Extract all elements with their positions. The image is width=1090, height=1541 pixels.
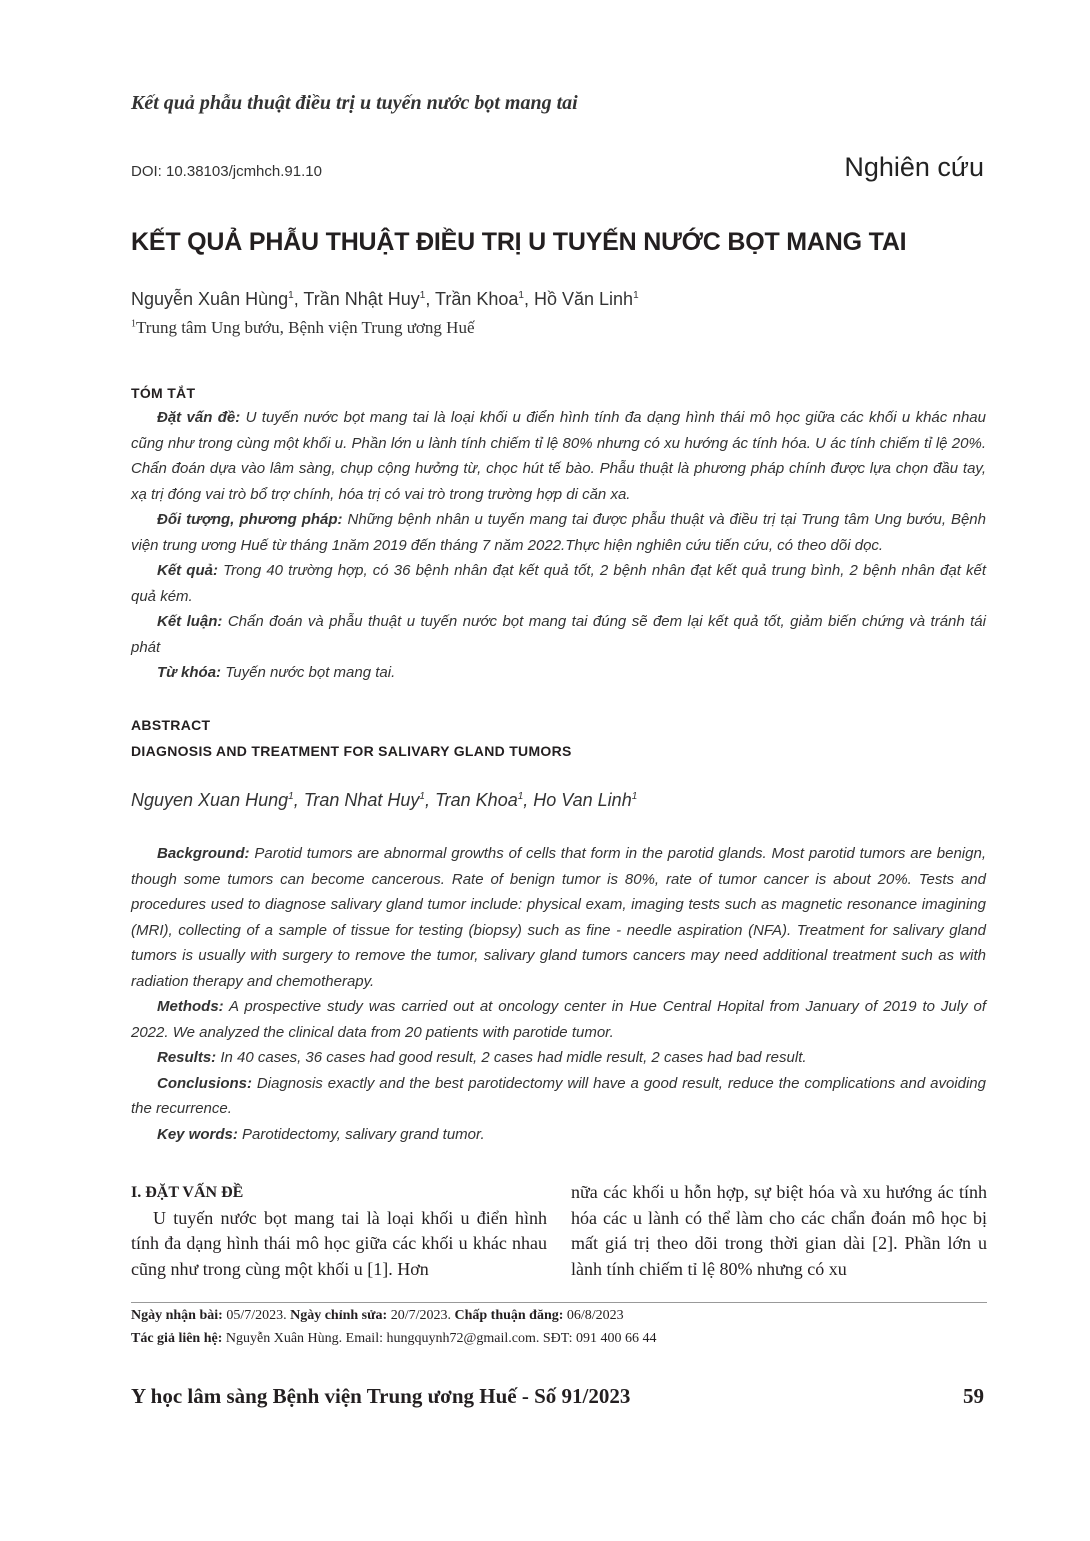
journal-footer: Y học lâm sàng Bệnh viện Trung ương Huế - Số 91/2023: [131, 1384, 631, 1408]
body-paragraph: U tuyến nước bọt mang tai là loại khối u điển hình tính đa dạng hình thái mô học giữa các khối u khác nhau cũng như trong cùng một khối u [1]. Hơn: [131, 1207, 547, 1279]
abstract-title: DIAGNOSIS AND TREATMENT FOR SALIVARY GLAND TUMORS: [131, 743, 572, 759]
section-label: Nghiên cứu: [844, 152, 984, 182]
abstract-paragraph: Results: In 40 cases, 36 cases had good result, 2 cases had midle result, 2 cases had bad result.: [157, 1049, 807, 1066]
body-column-right: [571, 1180, 987, 1282]
dates-footnote: Ngày nhận bài: 05/7/2023. Ngày chỉnh sửa: 20/7/2023. Chấp thuận đăng: 06/8/2023: [131, 1308, 624, 1323]
abstract-body: [131, 841, 986, 1147]
abstract-paragraph: Methods: A prospective study was carried out at oncology center in Hue Central Hopital from January of 2019 to July of 2022. We analyzed the clinical data from 20 patients with parotide tumor.: [131, 998, 986, 1041]
footnote-divider: [131, 1302, 987, 1303]
doi: DOI: 10.38103/jcmhch.91.10: [131, 163, 322, 180]
tom-tat-body: [131, 405, 986, 686]
authors: Nguyễn Xuân Hùng$^1$, Trần Nhật Huy$^1$, Trần Khoa$^1$, Hồ Văn Linh$^1$: [131, 289, 639, 309]
keywords-en: Key words: Parotidectomy, salivary grand tumor.: [157, 1125, 485, 1143]
tom-tat-paragraph: Kết luận: Chẩn đoán và phẫu thuật u tuyến nước bọt mang tai đúng sẽ đem lại kết quả tốt, giảm biến chứng và tránh tái phát: [131, 613, 986, 656]
running-header: Kết quả phẫu thuật điều trị u tuyến nước bọt mang tai: [131, 92, 578, 114]
paper-title: KẾT QUẢ PHẪU THUẬT ĐIỀU TRỊ U TUYẾN NƯỚC BỌT MANG TAI: [131, 228, 907, 256]
author-name: Nguyễn Xuân Hùng: [131, 289, 289, 309]
tom-tat-heading: TÓM TẮT: [131, 385, 196, 401]
keywords-vi: Từ khóa: Tuyến nước bọt mang tai.: [157, 664, 396, 681]
author-name: Trần Khoa: [435, 289, 519, 309]
tom-tat-paragraph: Đối tượng, phương pháp: Những bệnh nhân u tuyến mang tai được phẫu thuật và điều trị tại Trung tâm Ung bướu, Bệnh viện trung ương Huế từ tháng 1năm 2019 đến tháng 7 năm 2022.Thực hiện nghiên cứu tiến cứu, có theo dõi dọc.: [131, 511, 986, 554]
abstract-heading: ABSTRACT: [131, 717, 211, 733]
affiliation: $^1$Trung tâm Ung bướu, Bệnh viện Trung ương Huế: [131, 318, 475, 337]
contact-footnote: Tác giả liên hệ: Nguyễn Xuân Hùng. Email: hungquynh72@gmail.com. SĐT: 091 400 66 44: [131, 1331, 657, 1346]
abstract-paragraph: Conclusions: Diagnosis exactly and the best parotidectomy will have a good result, reduce the complications and avoiding the recurrence.: [131, 1074, 986, 1117]
author-name: Hồ Văn Linh: [533, 289, 634, 309]
tom-tat-paragraph: Đặt vấn đề: U tuyến nước bọt mang tai là loại khối u điển hình tính đa dạng hình thái mô học giữa các khối u khác nhau cũng như trong cùng một khối u. Phần lớn u lành tính chiếm tỉ lệ 80% nhưng có xu hướng ác tính hóa. U ác tính chiếm tỉ lệ 20%. Chẩn đoán dựa vào lâm sàng, chụp cộng hưởng từ, chọc hút tế bào. Phẫu thuật là phương pháp chính được lựa chọn đầu tay, xạ trị đóng vai trò bổ trợ chính, hóa trị có vai trò trong trường hợp di căn xa.: [131, 409, 986, 503]
body-column-left: [131, 1180, 547, 1282]
tom-tat-paragraph: Kết quả: Trong 40 trường hợp, có 36 bệnh nhân đạt kết quả tốt, 2 bệnh nhân đạt kết quả trung bình, 2 bệnh nhân đạt kết quả kém.: [131, 562, 987, 605]
section-heading: I. ĐẶT VẤN ĐỀ: [131, 1184, 244, 1201]
page-number: 59: [963, 1384, 984, 1408]
author-name: Trần Nhật Huy: [303, 289, 420, 309]
body-paragraph: nữa các khối u hỗn hợp, sự biệt hóa và xu hướng ác tính hóa các u lành có thể làm cho các chẩn đoán mô học bị mất giá trị theo dõi trong thời gian dài [2]. Phần lớn u lành tính chiếm tỉ lệ 80% nhưng có xu: [571, 1182, 987, 1279]
authors-en: Nguyen Xuan Hung$^1$, Tran Nhat Huy$^1$, Tran Khoa$^1$, Ho Van Linh$^1$: [131, 790, 638, 810]
abstract-paragraph: Background: Parotid tumors are abnormal growths of cells that form in the parotid glands. Most parotid tumors are benign, though some tumors can become cancerous. Rate of benign tumor is 80%, rate of tumor cancer is about 20%. Tests and procedures used to diagnose salivary gland tumor include: physical exam, imaging tests such as magnetic resonance imagining (MRI), collecting of a sample of tissue for testing (biopsy) such as fine - needle aspiration (NFA). Treatment for salivary gland tumors is usually with surgery to remove the tumor, salivary gland tumors cancers may need additional treatment such as with radiation therapy and chemotherapy.: [131, 845, 986, 990]
